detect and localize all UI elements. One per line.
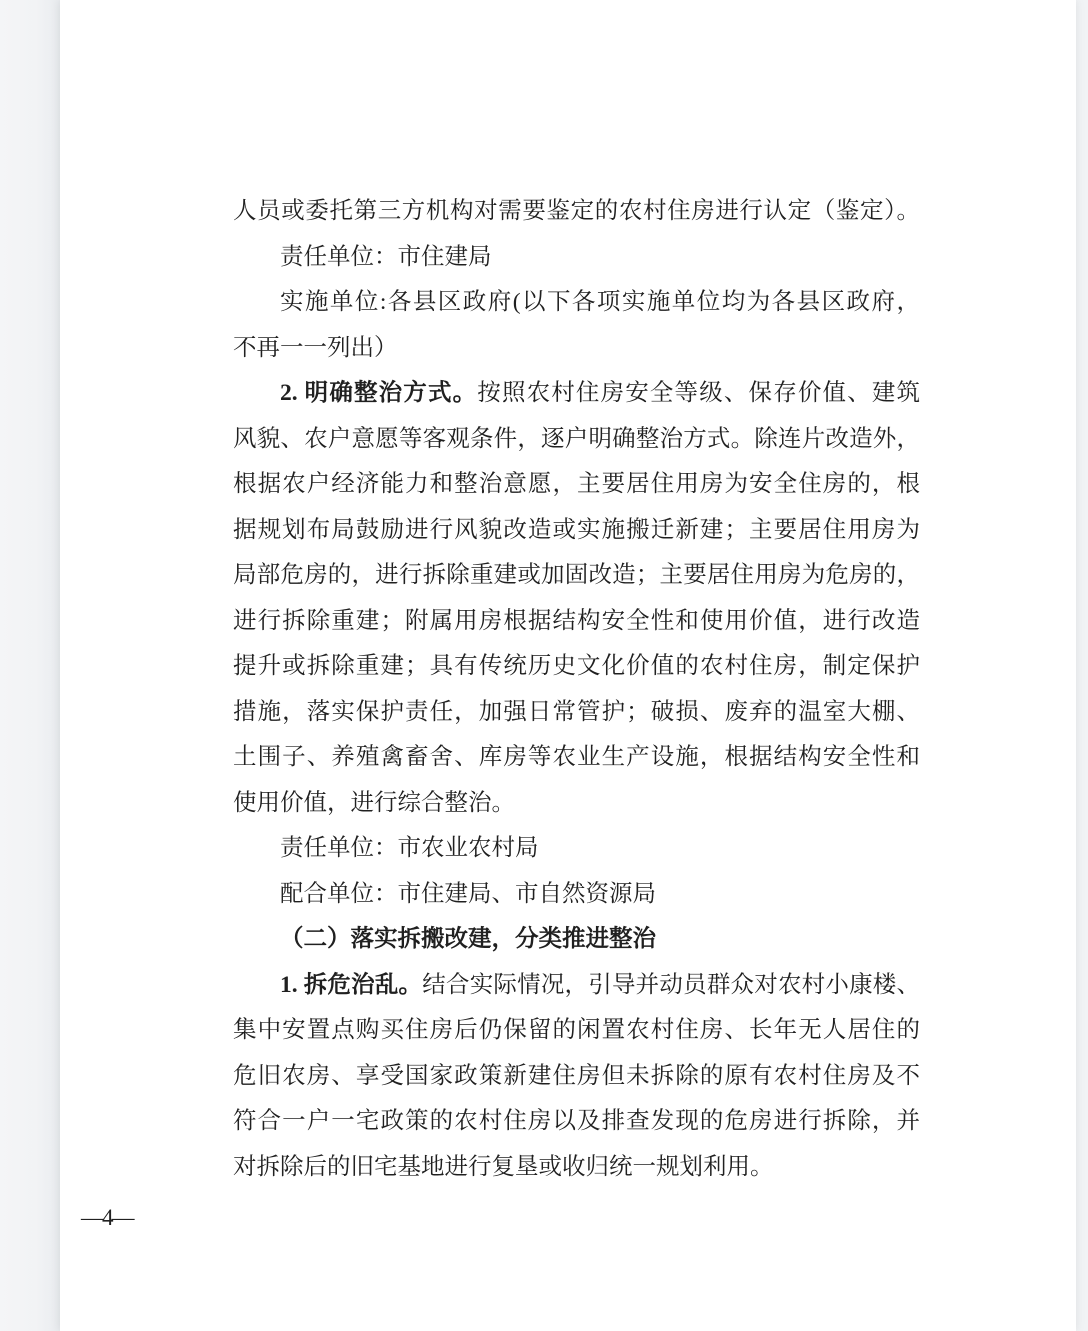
text-segment: 措施，落实保护责任，加强日常管护；破损、废弃的温室大棚、 — [233, 698, 920, 725]
document-page — [60, 0, 1076, 1331]
bold-text-segment: 2. 明确整治方式。 — [280, 380, 478, 406]
text-segment: 按照农村住房安全等级、保存价值、建筑 — [477, 380, 921, 406]
viewer-gutter-left — [0, 0, 60, 1331]
text-segment: 结合实际情况，引导并动员群众对农村小康楼、 — [422, 971, 921, 998]
text-segment: 不再一一列出） — [233, 334, 398, 361]
text-segment: 根据农户经济能力和整治意愿，主要居住用房为安全住房的，根 — [233, 471, 920, 497]
text-line — [233, 781, 920, 827]
text-segment: 土围子、养殖禽畜舍、库房等农业生产设施，根据结构安全性和 — [233, 744, 920, 770]
text-line — [233, 917, 920, 963]
text-segment: 配合单位：市住建局、市自然资源局 — [280, 880, 656, 907]
text-line — [233, 508, 920, 554]
text-segment: 使用价值，进行综合整治。 — [233, 789, 515, 816]
text-segment: 风貌、农户意愿等客观条件，逐户明确整治方式。除连片改造外， — [233, 425, 920, 452]
text-line — [233, 690, 920, 736]
text-line — [233, 872, 920, 918]
document-text — [60, 0, 1076, 1190]
text-line — [233, 599, 920, 645]
text-segment: 责任单位：市住建局 — [280, 243, 492, 270]
text-segment: 人员或委托第三方机构对需要鉴定的农村住房进行认定（鉴定）。 — [233, 198, 920, 224]
text-segment: 对拆除后的旧宅基地进行复垦或收归统一规划利用。 — [233, 1153, 774, 1180]
text-segment: 提升或拆除重建；具有传统历史文化价值的农村住房，制定保护 — [233, 653, 920, 679]
text-segment: 据规划布局鼓励进行风貌改造或实施搬迁新建；主要居住用房为 — [233, 516, 920, 543]
text-segment: 局部危房的，进行拆除重建或加固改造；主要居住用房为危房的， — [233, 562, 920, 588]
text-line — [233, 371, 920, 417]
bold-text-segment: 1. 拆危治乱。 — [280, 971, 423, 998]
text-line — [233, 462, 920, 508]
page-number: —4— — [81, 1205, 133, 1230]
text-line — [233, 553, 920, 599]
text-line — [233, 1054, 920, 1100]
text-line — [233, 1099, 920, 1145]
text-line — [233, 1145, 920, 1191]
bold-text-segment: （二）落实拆搬改建，分类推进整治 — [280, 926, 656, 952]
text-line — [233, 417, 920, 463]
text-line — [233, 1008, 920, 1054]
text-segment: 进行拆除重建；附属用房根据结构安全性和使用价值，进行改造 — [233, 607, 920, 634]
text-line — [233, 326, 920, 372]
viewer-gutter-right — [1076, 0, 1088, 1331]
text-line — [233, 735, 920, 781]
text-line — [233, 235, 920, 281]
text-segment: 实施单位:各县区政府(以下各项实施单位均为各县区政府， — [280, 289, 920, 315]
text-line — [233, 963, 920, 1009]
text-segment: 符合一户一宅政策的农村住房以及排查发现的危房进行拆除，并 — [233, 1108, 920, 1134]
text-line — [233, 280, 920, 326]
text-line — [233, 189, 920, 235]
text-segment: 危旧农房、享受国家政策新建住房但未拆除的原有农村住房及不 — [233, 1062, 920, 1089]
text-segment: 责任单位：市农业农村局 — [280, 835, 539, 861]
text-segment: 集中安置点购买住房后仍保留的闲置农村住房、长年无人居住的 — [233, 1017, 920, 1043]
text-line — [233, 644, 920, 690]
text-line — [233, 826, 920, 872]
